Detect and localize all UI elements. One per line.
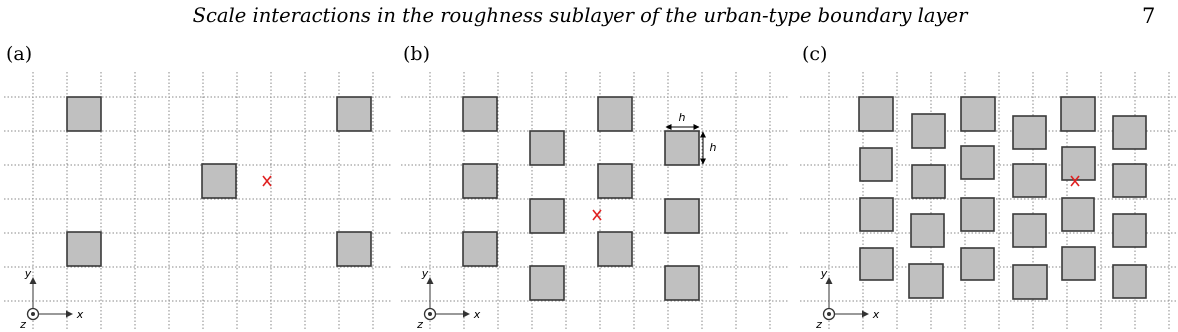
axis-label-y: y bbox=[421, 267, 429, 280]
cube-block bbox=[1062, 147, 1095, 180]
dimension-label-height: h bbox=[709, 141, 717, 154]
cube-block bbox=[912, 165, 945, 198]
cube-block bbox=[463, 232, 497, 266]
cube-block bbox=[1013, 265, 1047, 299]
cube-block bbox=[463, 164, 497, 198]
cube-block bbox=[67, 97, 101, 131]
roughness-blocks bbox=[67, 97, 371, 266]
axis-label-x: x bbox=[473, 308, 481, 321]
coordinate-axes bbox=[19, 267, 84, 331]
axis-label-y: y bbox=[820, 267, 828, 280]
grid bbox=[4, 72, 392, 330]
cube-block bbox=[911, 214, 944, 247]
running-title: Scale interactions in the roughness sublayer of the urban-type boundary layer bbox=[192, 4, 968, 27]
cube-block bbox=[598, 97, 632, 131]
axis-label-z: z bbox=[20, 318, 26, 331]
axis-label-x: x bbox=[872, 308, 880, 321]
cube-block bbox=[530, 199, 564, 233]
cube-block bbox=[665, 266, 699, 300]
grid bbox=[401, 72, 789, 330]
cube-block bbox=[1061, 97, 1095, 131]
coordinate-axes bbox=[416, 267, 481, 331]
cube-block bbox=[530, 266, 564, 300]
cube-block bbox=[961, 248, 994, 280]
cube-block bbox=[1013, 116, 1046, 149]
axis-label-y: y bbox=[24, 267, 32, 280]
cube-block bbox=[1013, 164, 1046, 197]
panel-label-c: (c) bbox=[802, 43, 828, 65]
cube-block bbox=[665, 131, 699, 165]
cube-block bbox=[665, 199, 699, 233]
axis-label-z: z bbox=[816, 318, 822, 331]
cube-block bbox=[1113, 214, 1146, 247]
cube-block bbox=[859, 97, 893, 131]
cube-block bbox=[1062, 198, 1094, 231]
cube-block bbox=[202, 164, 236, 198]
panel-b bbox=[401, 72, 789, 331]
measurement-point-marker bbox=[593, 210, 601, 220]
panel-label-a: (a) bbox=[6, 43, 33, 65]
cube-block bbox=[1113, 265, 1146, 298]
cube-block bbox=[67, 232, 101, 266]
cube-block bbox=[463, 97, 497, 131]
cube-block bbox=[1013, 214, 1046, 247]
axis-label-z: z bbox=[417, 318, 423, 331]
cube-block bbox=[598, 164, 632, 198]
roughness-blocks bbox=[859, 97, 1146, 299]
cube-block bbox=[961, 146, 994, 179]
cube-block bbox=[337, 97, 371, 131]
measurement-point-marker bbox=[263, 176, 271, 186]
cube-block bbox=[912, 114, 945, 148]
cube-block bbox=[909, 264, 943, 298]
axis-label-x: x bbox=[76, 308, 84, 321]
panel-c bbox=[800, 72, 1178, 331]
cube-block bbox=[1113, 116, 1146, 149]
cube-block bbox=[860, 198, 893, 231]
dimension-label-width: h bbox=[678, 111, 686, 124]
panel-a bbox=[4, 72, 392, 331]
cube-block bbox=[1062, 247, 1095, 280]
panel-label-b: (b) bbox=[403, 43, 430, 65]
page-number: 7 bbox=[1142, 4, 1156, 28]
cube-block bbox=[1113, 164, 1146, 197]
cube-block bbox=[860, 148, 892, 181]
cube-block bbox=[961, 97, 995, 131]
cube-block bbox=[860, 248, 893, 280]
cube-block bbox=[598, 232, 632, 266]
cube-block bbox=[337, 232, 371, 266]
cube-block bbox=[530, 131, 564, 165]
cube-block bbox=[961, 198, 994, 231]
